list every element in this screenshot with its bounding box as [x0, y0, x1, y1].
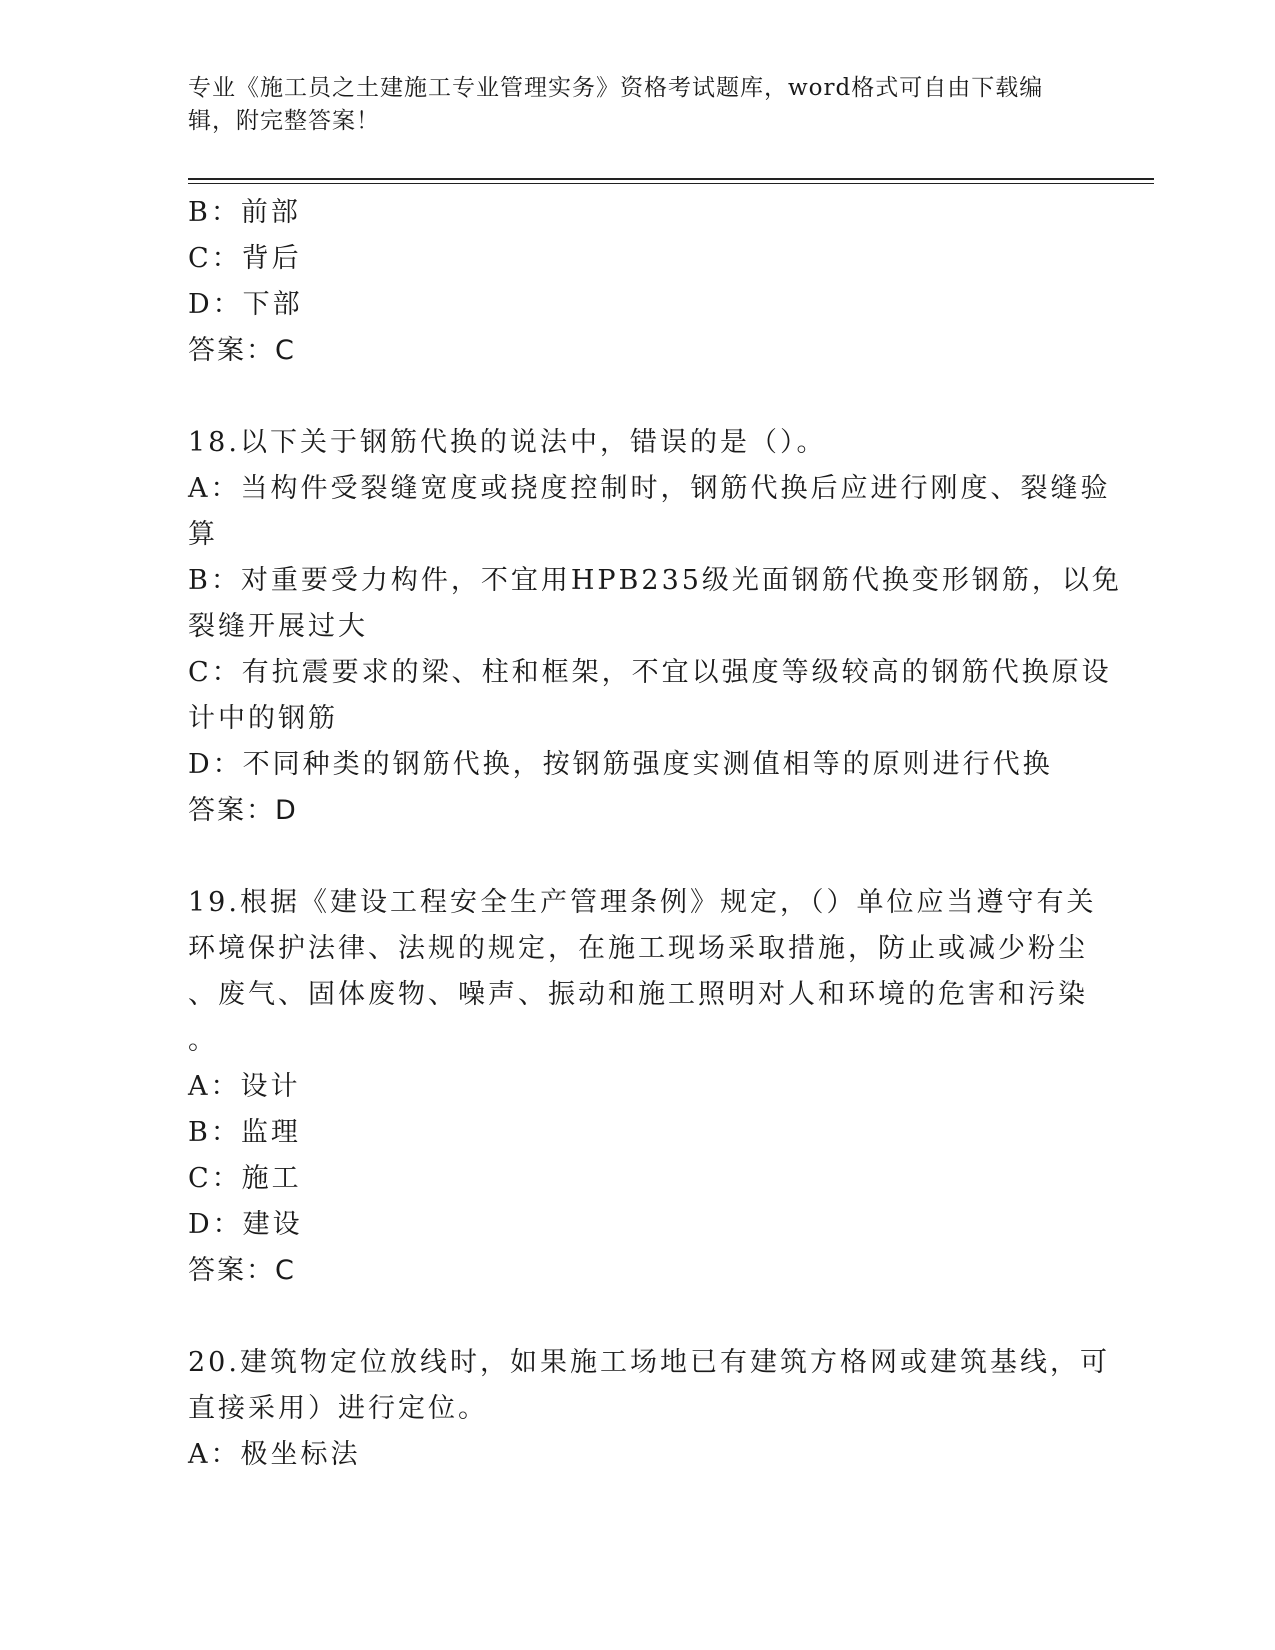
spacer — [188, 834, 1088, 880]
q19-option-c: C：施工 — [188, 1163, 302, 1194]
q19-question-line4: 。 — [188, 1025, 218, 1056]
q19-answer: 答案：C — [188, 1255, 296, 1286]
q20-option-a: A：极坐标法 — [188, 1439, 361, 1470]
q19-question-line2: 环境保护法律、法规的规定，在施工现场采取措施，防止或减少粉尘 — [188, 933, 1088, 964]
header-rule-thick — [188, 178, 1154, 180]
spacer — [188, 374, 1088, 420]
q19-option-a: A：设计 — [188, 1071, 301, 1102]
q18-option-b-line2: 裂缝开展过大 — [188, 611, 368, 642]
question-content — [188, 190, 1122, 1478]
q18-option-b-line1: B：对重要受力构件，不宜用HPB235级光面钢筋代换变形钢筋，以免 — [188, 565, 1122, 596]
q20-question-line2: 直接采用）进行定位。 — [188, 1393, 488, 1424]
header-rule-thin — [188, 183, 1154, 184]
q18-option-d: D：不同种类的钢筋代换，按钢筋强度实测值相等的原则进行代换 — [188, 749, 1053, 780]
document-header — [188, 72, 1068, 138]
q19-option-b: B：监理 — [188, 1117, 301, 1148]
spacer — [188, 1294, 1088, 1340]
q17-option-d: D：下部 — [188, 289, 303, 320]
header-line-2: 辑，附完整答案！ — [188, 108, 380, 134]
question-17 — [188, 190, 1088, 374]
question-20 — [188, 1340, 1110, 1478]
q17-option-b: B：前部 — [188, 197, 301, 228]
q19-question-line3: 、废气、固体废物、噪声、振动和施工照明对人和环境的危害和污染 — [188, 979, 1088, 1010]
q18-option-a-line2: 算 — [188, 519, 218, 550]
question-19 — [188, 880, 1097, 1294]
q18-option-a-line1: A：当构件受裂缝宽度或挠度控制时，钢筋代换后应进行刚度、裂缝验 — [188, 473, 1111, 504]
q17-answer: 答案：C — [188, 335, 296, 366]
q20-question-line1: 20.建筑物定位放线时，如果施工场地已有建筑方格网或建筑基线，可 — [188, 1347, 1110, 1378]
q18-option-c-line2: 计中的钢筋 — [188, 703, 338, 734]
question-18 — [188, 420, 1122, 834]
q18-option-c-line1: C：有抗震要求的梁、柱和框架，不宜以强度等级较高的钢筋代换原设 — [188, 657, 1112, 688]
header-line-1: 专业《施工员之土建施工专业管理实务》资格考试题库，word格式可自由下载编 — [188, 75, 1044, 101]
q19-option-d: D：建设 — [188, 1209, 303, 1240]
q18-question: 18.以下关于钢筋代换的说法中，错误的是（）。 — [188, 427, 827, 458]
q18-answer: 答案：D — [188, 795, 298, 826]
q17-option-c: C：背后 — [188, 243, 302, 274]
q19-question-line1: 19.根据《建设工程安全生产管理条例》规定，（）单位应当遵守有关 — [188, 887, 1097, 918]
